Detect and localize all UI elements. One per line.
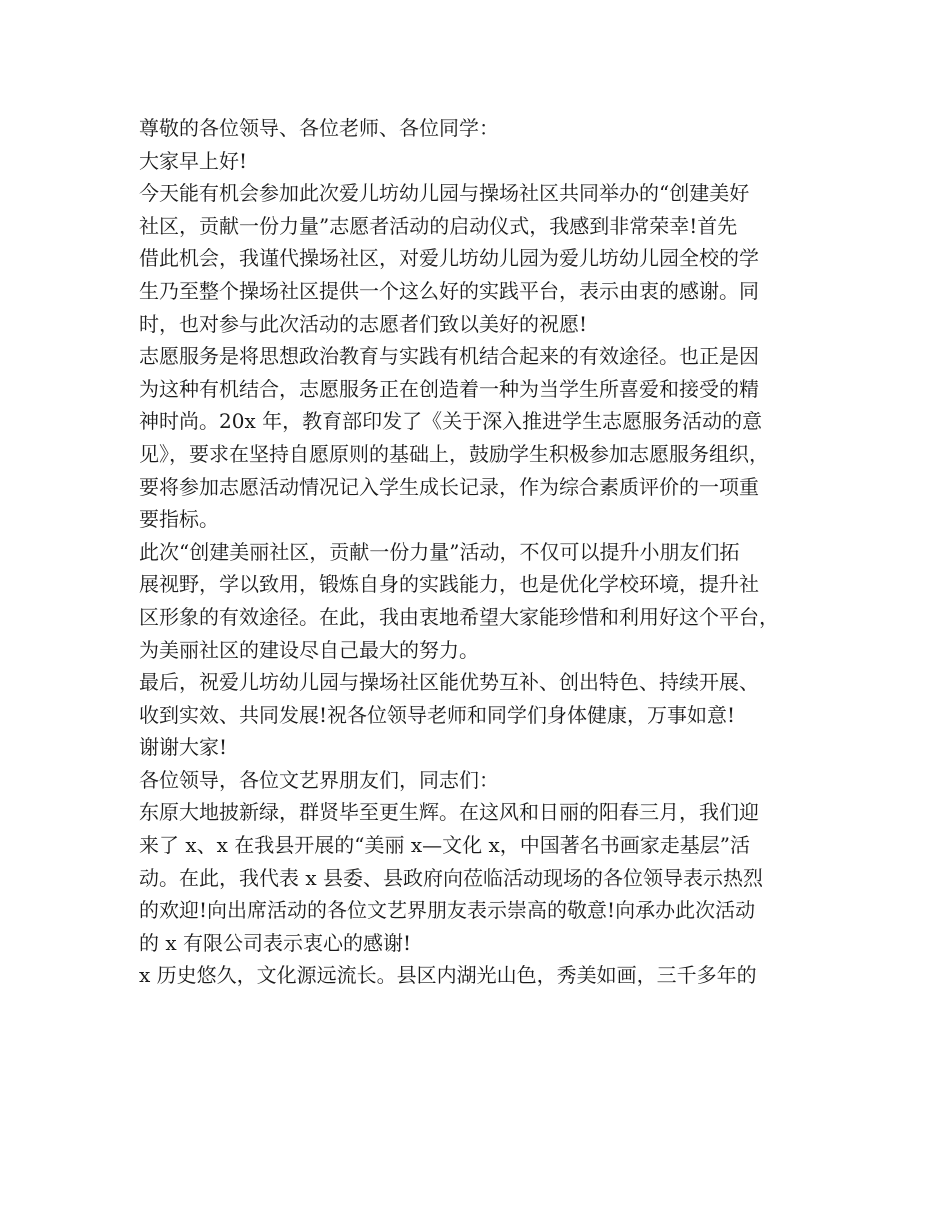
text-line: 为这种有机结合，志愿服务正在创造着一种为当学生所喜爱和接受的精 bbox=[139, 376, 759, 401]
text-line: 要指标。 bbox=[139, 507, 219, 532]
text-line: 社区，贡献一份力量”志愿者活动的启动仪式，我感到非常荣幸!首先 bbox=[139, 213, 738, 238]
text-line: 东原大地披新绿，群贤毕至更生辉。在这风和日丽的阳春三月，我们迎 bbox=[139, 800, 759, 825]
text-line: 尊敬的各位领导、各位老师、各位同学： bbox=[139, 116, 499, 140]
text-line: 借此机会，我谨代操场社区，对爱儿坊幼儿园为爱儿坊幼儿园全校的学 bbox=[139, 246, 759, 271]
text-line: 展视野，学以致用，锻炼自身的实践能力，也是优化学校环境，提升社 bbox=[139, 572, 759, 597]
text-line: 区形象的有效途径。在此，我由衷地希望大家能珍惜和利用好这个平台， bbox=[139, 604, 779, 629]
text-line: 谢谢大家! bbox=[139, 735, 228, 760]
document-body bbox=[139, 112, 839, 992]
text-line: 的欢迎!向出席活动的各位文艺界朋友表示崇高的敬意!向承办此次活动 bbox=[139, 898, 756, 923]
text-line: 时，也对参与此次活动的志愿者们致以美好的祝愿! bbox=[139, 311, 588, 336]
text-line: 来了 x、x 在我县开展的“美丽 x—文化 x，中国著名书画家走基层”活 bbox=[139, 833, 750, 858]
text-line: 动。在此，我代表 x 县委、县政府向莅临活动现场的各位领导表示热烈 bbox=[139, 865, 763, 890]
text-line: 生乃至整个操场社区提供一个这么好的实践平台，表示由衷的感谢。同 bbox=[139, 278, 759, 303]
text-line: 的 x 有限公司表示衷心的感谢! bbox=[139, 930, 412, 955]
text-line: 神时尚。20x 年，教育部印发了《关于深入推进学生志愿服务活动的意 bbox=[139, 409, 763, 434]
text-line: 此次“创建美丽社区，贡献一份力量”活动，不仅可以提升小朋友们拓 bbox=[139, 539, 740, 564]
text-line: 最后，祝爱儿坊幼儿园与操场社区能优势互补、创出特色、持续开展、 bbox=[139, 670, 759, 695]
text-line: x 历史悠久，文化源远流长。县区内湖光山色，秀美如画，三千多年的 bbox=[139, 963, 757, 988]
text-line: 见》，要求在坚持自愿原则的基础上，鼓励学生积极参加志愿服务组织， bbox=[139, 441, 769, 466]
text-line: 大家早上好! bbox=[139, 148, 248, 173]
text-line: 各位领导，各位文艺界朋友们，同志们： bbox=[139, 767, 499, 792]
text-line: 今天能有机会参加此次爱儿坊幼儿园与操场社区共同举办的“创建美好 bbox=[139, 181, 750, 206]
text-line: 志愿服务是将思想政治教育与实践有机结合起来的有效途径。也正是因 bbox=[139, 344, 759, 369]
text-line: 要将参加志愿活动情况记入学生成长记录，作为综合素质评价的一项重 bbox=[139, 474, 759, 499]
text-line: 收到实效、共同发展!祝各位领导老师和同学们身体健康，万事如意! bbox=[139, 702, 736, 727]
text-line: 为美丽社区的建设尽自己最大的努力。 bbox=[139, 637, 479, 662]
